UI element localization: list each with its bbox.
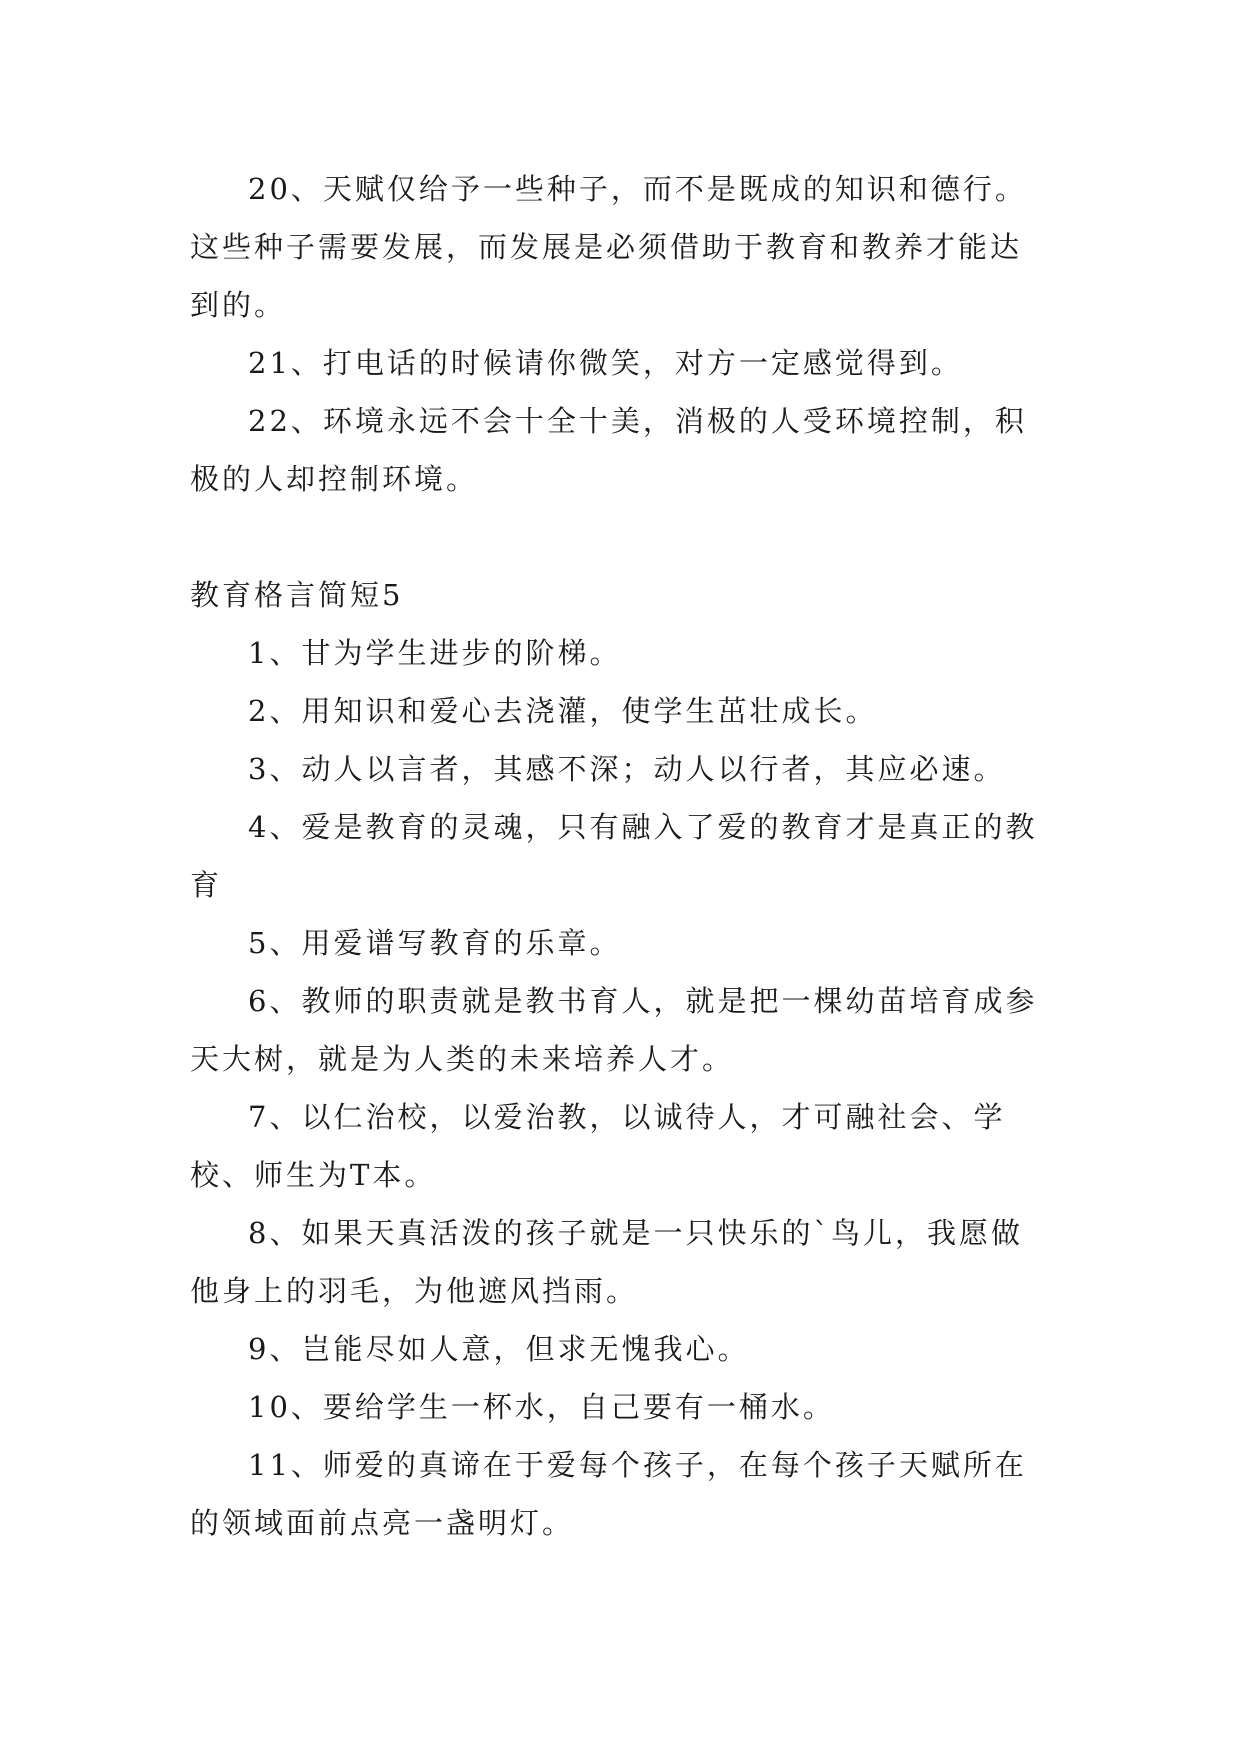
paragraph-5: 5、用爱谱写教育的乐章。: [248, 926, 622, 960]
paragraph-3: 3、动人以言者，其感不深；动人以行者，其应必速。: [248, 752, 1006, 786]
paragraph-21: 21、打电话的时候请你微笑，对方一定感觉得到。: [248, 346, 963, 380]
paragraph-4: 4、爱是教育的灵魂，只有融入了爱的教育才是真正的教育: [190, 810, 1038, 902]
paragraph-1: 1、甘为学生进步的阶梯。: [248, 636, 622, 670]
paragraph-6: 6、教师的职责就是教书育人，就是把一棵幼苗培育成参天大树，就是为人类的未来培养人才。: [190, 984, 1038, 1076]
paragraph-22: 22、环境永远不会十全十美，消极的人受环境控制，积极的人却控制环境。: [190, 404, 1027, 496]
paragraph-7: 7、以仁治校，以爱治教，以诚待人，才可融社会、学校、师生为Т本。: [190, 1100, 1006, 1192]
paragraph-11: 11、师爱的真谛在于爱每个孩子，在每个孩子天赋所在的领域面前点亮一盏明灯。: [190, 1448, 1027, 1540]
document-body: [190, 160, 1050, 1552]
paragraph-10: 10、要给学生一杯水，自己要有一桶水。: [248, 1390, 835, 1424]
paragraph-20: 20、天赋仅给予一些种子，而不是既成的知识和德行。这些种子需要发展，而发展是必须借助于教育和教养才能达到的。: [190, 172, 1027, 322]
paragraph-2: 2、用知识和爱心去浇灌，使学生茁壮成长。: [248, 694, 878, 728]
paragraph-8: 8、如果天真活泼的孩子就是一只快乐的`鸟儿，我愿做他身上的羽毛，为他遮风挡雨。: [190, 1216, 1023, 1308]
section-heading: 教育格言简短5: [190, 578, 404, 612]
paragraph-9: 9、岂能尽如人意，但求无愧我心。: [248, 1332, 750, 1366]
